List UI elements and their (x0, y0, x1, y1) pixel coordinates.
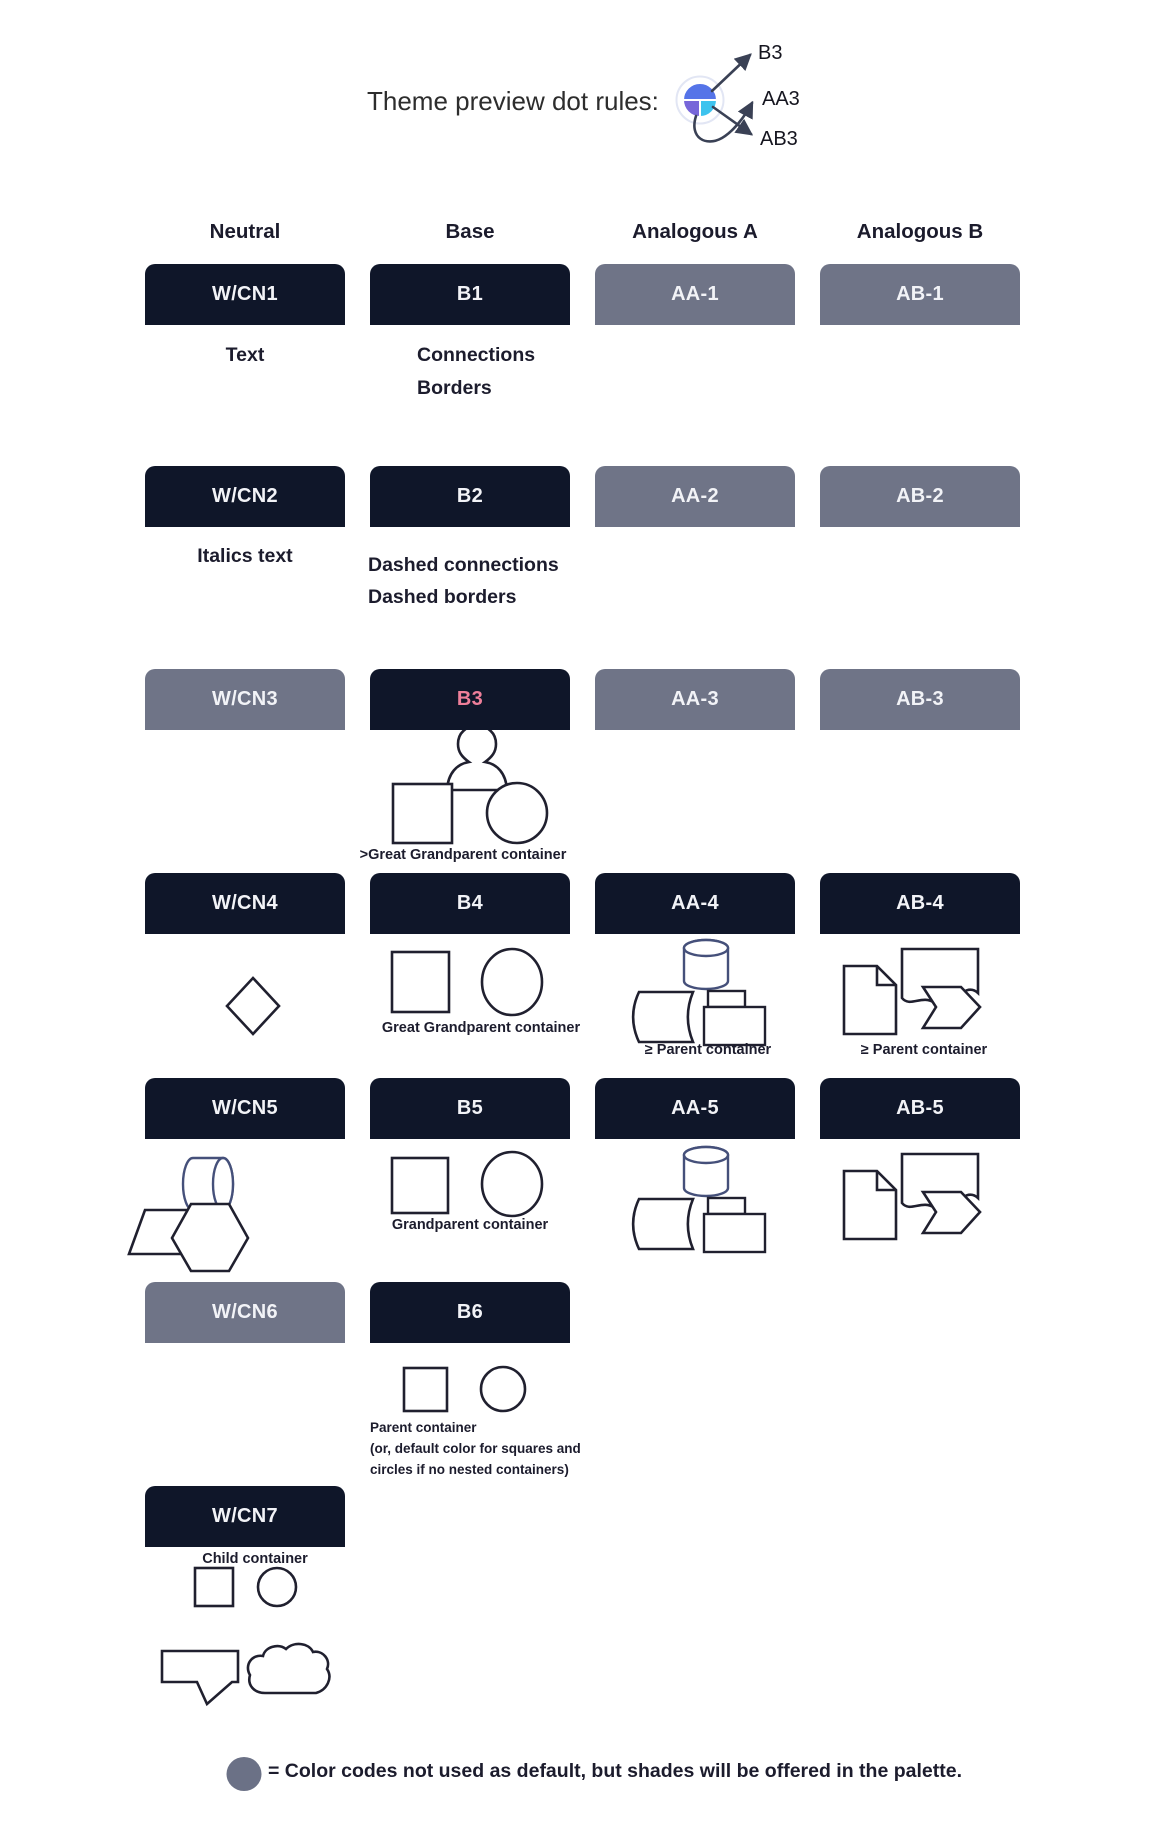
caption-italics-text: Italics text (197, 545, 293, 567)
swatch-b4: B4 (370, 873, 570, 934)
b3-shape-cluster (393, 726, 547, 843)
caption-parent-note1: (or, default color for squares and (370, 1441, 581, 1456)
caption-gte-parent-aa: ≥ Parent container (644, 1042, 772, 1058)
caption-gte-parent-ab: ≥ Parent container (860, 1042, 988, 1058)
cylinder-top (684, 940, 728, 956)
dot-target-label-b3: B3 (758, 42, 783, 64)
tab-shape (708, 991, 745, 1007)
wcn7-shape-cluster (162, 1568, 329, 1704)
theme-preview-dot-icon (677, 77, 724, 124)
tabbed-rectangle-shape (704, 1007, 765, 1045)
ab4-shape-cluster (844, 949, 980, 1034)
caption-parent: Parent container (370, 1420, 477, 1435)
circle-shape (481, 1367, 525, 1411)
swatch-wcn7: W/CN7 (145, 1486, 345, 1547)
dot-target-label-ab3: AB3 (760, 128, 798, 150)
swatch-ab4: AB-4 (820, 873, 1020, 934)
column-header-analogous-a: Analogous A (632, 220, 758, 243)
swatch-b2: B2 (370, 466, 570, 527)
caption-connections: Connections (417, 344, 536, 366)
chevron-shape (923, 987, 980, 1028)
column-header-neutral: Neutral (209, 220, 281, 243)
circle-shape (487, 783, 547, 843)
swatch-ab2: AB-2 (820, 466, 1020, 527)
swatch-b6: B6 (370, 1282, 570, 1343)
caption-text: Text (225, 344, 265, 366)
swatch-aa4: AA-4 (595, 873, 795, 934)
folded-corner-document-shape (844, 966, 896, 1034)
swatch-wcn3: W/CN3 (145, 669, 345, 730)
square-shape (392, 952, 449, 1012)
chevron-shape (923, 1192, 980, 1233)
caption-dashed-connections: Dashed connections (368, 554, 559, 576)
b6-shape-cluster (404, 1367, 525, 1411)
swatch-aa2: AA-2 (595, 466, 795, 527)
folded-corner-document-shape (844, 1171, 896, 1239)
caption-gt-great-grandparent: >Great Grandparent container (359, 847, 567, 863)
caption-great-grandparent: Great Grandparent container (381, 1020, 581, 1036)
stored-data-card-shape (633, 992, 693, 1042)
dot-target-label-aa3: AA3 (762, 88, 800, 110)
speech-bubble-shape (162, 1651, 238, 1704)
swatch-ab3: AB-3 (820, 669, 1020, 730)
b4-shape-cluster (392, 949, 542, 1015)
square-shape (195, 1568, 233, 1606)
square-shape (392, 1158, 448, 1213)
legend-text: = Color codes not used as default, but shades will be offered in the palette. (268, 1760, 962, 1782)
swatch-aa1: AA-1 (595, 264, 795, 325)
cloud-shape (248, 1644, 329, 1693)
arrow-to-b3 (712, 55, 750, 91)
circle-shape (258, 1568, 296, 1606)
ab5-shape-cluster (844, 1154, 980, 1239)
wcn5-shape-cluster (129, 1158, 248, 1271)
aa4-shape-cluster (633, 940, 765, 1045)
swatch-aa5: AA-5 (595, 1078, 795, 1139)
square-shape (404, 1368, 447, 1411)
swatch-wcn4: W/CN4 (145, 873, 345, 934)
caption-dashed-borders: Dashed borders (368, 586, 517, 608)
stored-data-card-shape (633, 1199, 693, 1249)
tab-shape (708, 1198, 745, 1214)
swatch-ab1: AB-1 (820, 264, 1020, 325)
caption-borders: Borders (417, 377, 492, 399)
caption-parent-note2: circles if no nested containers) (370, 1462, 569, 1477)
b5-shape-cluster (392, 1152, 542, 1216)
caption-grandparent: Grandparent container (391, 1217, 549, 1233)
page-title: Theme preview dot rules: (367, 86, 659, 116)
aa5-shape-cluster (633, 1147, 765, 1252)
swatch-b1: B1 (370, 264, 570, 325)
person-icon (447, 726, 507, 790)
swatch-wcn2: W/CN2 (145, 466, 345, 527)
swatch-wcn5: W/CN5 (145, 1078, 345, 1139)
tabbed-rectangle-shape (704, 1214, 765, 1252)
square-shape (393, 784, 452, 843)
swatch-ab5: AB-5 (820, 1078, 1020, 1139)
swatch-b5: B5 (370, 1078, 570, 1139)
legend-gray-dot-icon (227, 1757, 262, 1791)
swatch-b3: B3 (370, 669, 570, 730)
circle-shape (482, 949, 542, 1015)
circle-shape (482, 1152, 542, 1216)
diamond-shape (227, 978, 279, 1034)
caption-child: Child container (202, 1551, 308, 1567)
horizontal-cylinder-end (213, 1158, 233, 1210)
cylinder-top (684, 1147, 728, 1163)
column-header-base: Base (445, 220, 495, 243)
swatch-wcn1: W/CN1 (145, 264, 345, 325)
swatch-aa3: AA-3 (595, 669, 795, 730)
column-header-analogous-b: Analogous B (856, 220, 984, 243)
swatch-wcn6: W/CN6 (145, 1282, 345, 1343)
